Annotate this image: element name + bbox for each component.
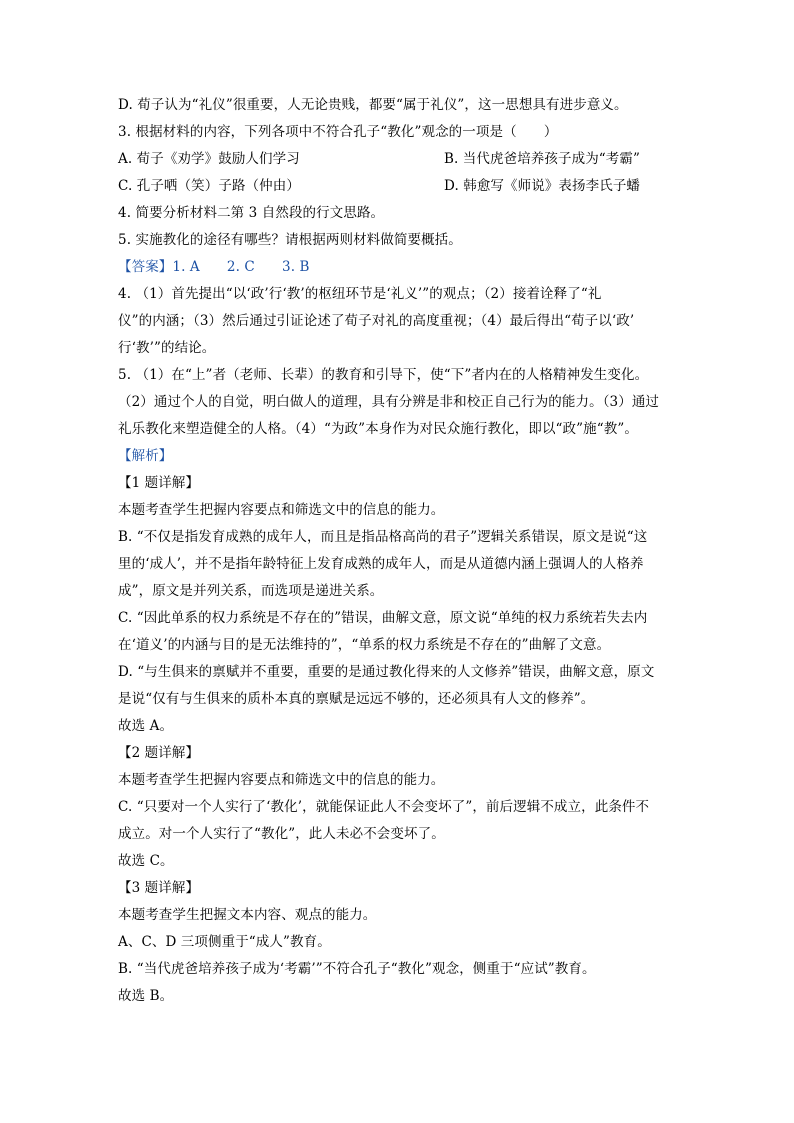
question-4-stem: 4. 简要分析材料二第 3 自然段的行文思路。 bbox=[118, 205, 385, 221]
detail-3-heading: 【3 题详解】 bbox=[118, 880, 200, 896]
detail-1-c-line-1: C. “因此单系的权力系统是不存在的”错误，曲解文意，原文说“单纯的权力系统若失去内 bbox=[118, 610, 648, 626]
question-3-options-row-1 bbox=[118, 146, 686, 173]
answer-5-line-1: 5. （1）在“上”者（老师、长辈）的教育和引导下，使“下”者内在的人格精神发生变化。 bbox=[118, 367, 649, 383]
detail-1-b-line-1: B. “不仅是指发育成熟的成年人，而且是指品格高尚的君子”逻辑关系错误，原文是说“这 bbox=[118, 529, 648, 545]
answer-line bbox=[118, 254, 686, 281]
question-3-option-c: C. 孔子哂（笑）子路（仲由） bbox=[118, 178, 300, 194]
detail-3-b: B. “当代虎爸培养孩子成为‘考霸’”不符合孔子“教化”观念，侧重于“应试”教育。 bbox=[118, 961, 596, 977]
detail-2-c-line-2: 成立。对一个人实行了“教化”，此人未必不会变坏了。 bbox=[118, 826, 445, 842]
detail-3-acd: A、C、D 三项侧重于“成人”教育。 bbox=[118, 934, 331, 950]
answer-5-line-3: 礼乐教化来塑造健全的人格。（4）“为政”本身作为对民众施行教化，即以“政”施“教”。 bbox=[118, 421, 638, 437]
question-3-option-d: D. 韩愈写《师说》表扬李氏子蟠 bbox=[444, 178, 641, 194]
question-3-option-b: B. 当代虎爸培养孩子成为“考霸” bbox=[444, 151, 641, 167]
detail-3-intro: 本题考查学生把握文本内容、观点的能力。 bbox=[118, 907, 377, 923]
detail-2-heading: 【2 题详解】 bbox=[118, 745, 200, 761]
detail-1-b-line-2: 里的‘成人’，并不是指年龄特征上发育成熟的成年人，而是从道德内涵上强调人的人格养 bbox=[118, 556, 644, 572]
question-2-option-d: D. 荀子认为“礼仪”很重要，人无论贵贱，都要“属于礼仪”，这一思想具有进步意义。 bbox=[118, 97, 628, 113]
answer-tag: 【答案】 bbox=[118, 259, 173, 275]
detail-2-intro: 本题考查学生把握内容要点和筛选文中的信息的能力。 bbox=[118, 772, 445, 788]
question-5-stem: 5. 实施教化的途径有哪些？请根据两则材料做简要概括。 bbox=[118, 232, 462, 248]
detail-1-d-line-2: 是说“仅有与生俱来的质朴本真的禀赋是远远不够的，还必须具有人文的修养”。 bbox=[118, 691, 595, 707]
detail-2-c-line-1: C. “只要对一个人实行了‘教化’，就能保证此人不会变坏了”，前后逻辑不成立，此条件不 bbox=[118, 799, 650, 815]
answer-4-line-1: 4. （1）首先提出“以‘政’行‘教’的枢纽环节是‘礼义’”的观点；（2）接着诠释了“礼 bbox=[118, 286, 602, 302]
detail-1-d-line-1: D. “与生俱来的禀赋并不重要，重要的是通过教化得来的人文修养”错误，曲解文意，原文 bbox=[118, 664, 655, 680]
answer-5-line-2: （2）通过个人的自觉，明白做人的道理，具有分辨是非和校正自己行为的能力。（3）通过 bbox=[118, 394, 660, 410]
detail-1-choice: 故选 A。 bbox=[118, 718, 174, 734]
question-3-stem: 3. 根据材料的内容，下列各项中不符合孔子“教化”观念的一项是（ ） bbox=[118, 124, 558, 140]
detail-1-heading: 【1 题详解】 bbox=[118, 475, 200, 491]
question-3-option-a: A. 荀子《劝学》鼓励人们学习 bbox=[118, 151, 300, 167]
detail-2-choice: 故选 C。 bbox=[118, 853, 174, 869]
detail-1-intro: 本题考查学生把握内容要点和筛选文中的信息的能力。 bbox=[118, 502, 445, 518]
answer-choices: 1. A 2. C 3. B bbox=[172, 259, 310, 275]
detail-3-choice: 故选 B。 bbox=[118, 988, 174, 1004]
detail-1-b-line-3: 成”，原文是并列关系，而选项是递进关系。 bbox=[118, 583, 384, 599]
question-3-options-row-2 bbox=[118, 173, 686, 200]
analysis-tag: 【解析】 bbox=[118, 448, 173, 464]
document-page bbox=[118, 92, 686, 1010]
answer-4-line-3: 行‘教’”的结论。 bbox=[118, 340, 216, 356]
answer-4-line-2: 仪”的内涵；（3）然后通过引证论述了荀子对礼的高度重视；（4）最后得出“荀子以‘政’ bbox=[118, 313, 635, 329]
detail-1-c-line-2: 在‘道义’的内涵与目的是无法维持的”，“单系的权力系统是不存在的”曲解了文意。 bbox=[118, 637, 611, 653]
